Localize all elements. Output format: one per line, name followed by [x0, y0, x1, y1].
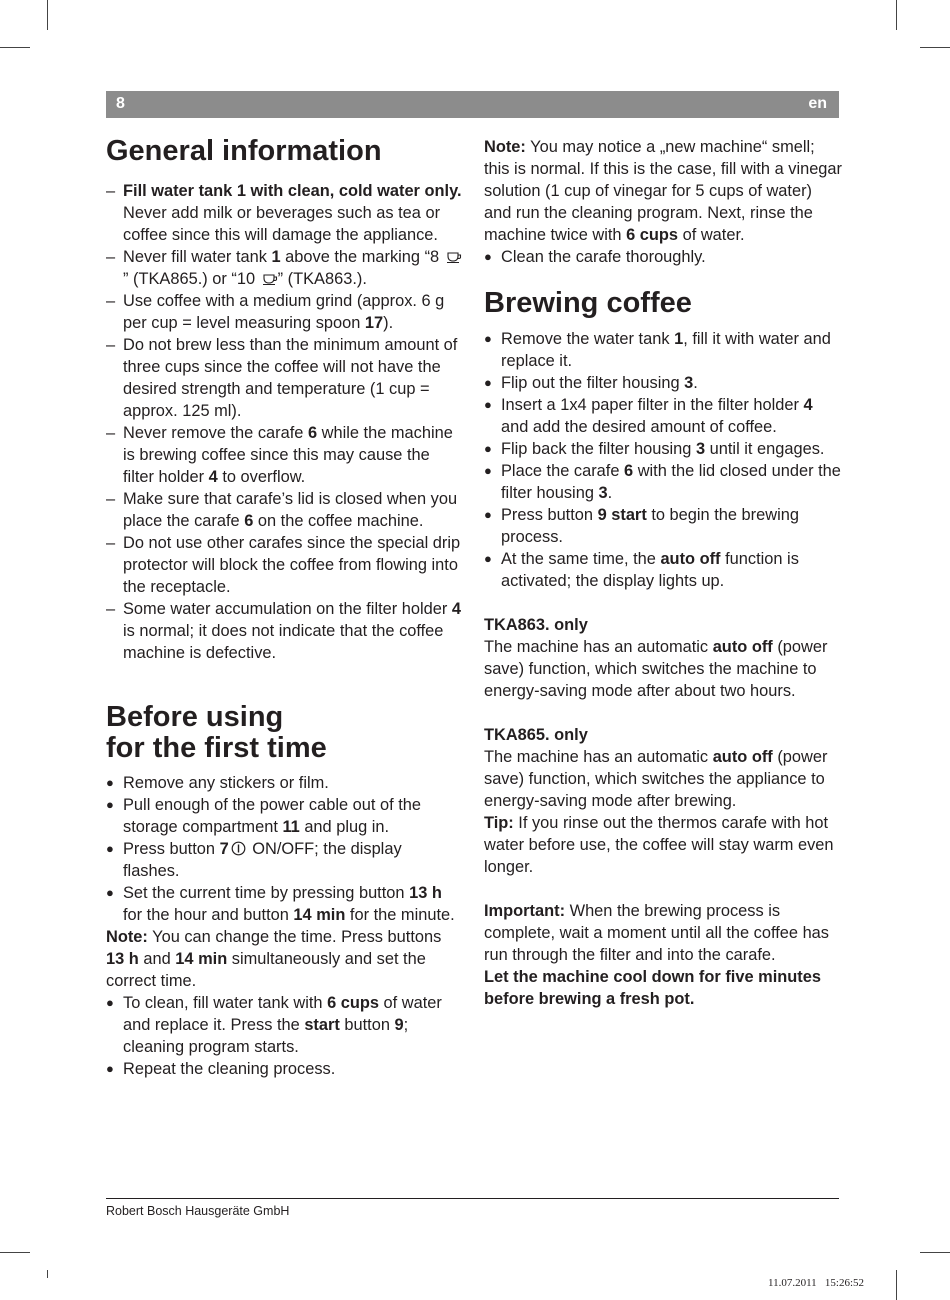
bold-text: auto off: [712, 748, 773, 766]
note-label: Note:: [106, 928, 148, 946]
bold-text: Fill water tank 1 with clean, cold water only.: [123, 182, 462, 200]
crop-mark: [920, 47, 950, 48]
list-item: [106, 772, 462, 794]
text: and: [138, 950, 176, 968]
bold-text: 9: [394, 1016, 404, 1034]
text: Flip back the filter housing: [501, 440, 696, 458]
bold-text: auto off: [660, 550, 721, 568]
crop-mark: [0, 1252, 30, 1253]
text: Do not brew less than the minimum amount of three cups since the coffee will not have the desired strength and temperature (1 cup = approx. 125 ml).: [123, 336, 458, 420]
crop-mark: [896, 0, 897, 30]
text: ; cleaning program starts.: [123, 1016, 409, 1056]
text: Never fill water tank: [123, 248, 272, 266]
bold-text: TKA865. only: [484, 726, 588, 744]
time-note: [106, 926, 462, 992]
text: until it engages.: [705, 440, 825, 458]
text: Do not use other carafes since the special drip protector will block the coffee from flowing into the receptacle.: [123, 534, 461, 596]
list-item: [106, 794, 462, 838]
list-item: [106, 1058, 462, 1080]
bold-text: 1: [674, 330, 684, 348]
text: Make sure that carafe’s lid is closed when you place the carafe: [123, 490, 458, 530]
text: To clean, fill water tank with: [123, 994, 328, 1012]
text: Remove any stickers or film.: [123, 774, 329, 792]
brewing-list: [484, 328, 842, 592]
tka863-text: [484, 636, 842, 702]
text: (power save) function, which switches the appliance to energy-saving mode after brewing.: [484, 748, 828, 810]
list-item: [484, 328, 842, 372]
right-column: [484, 136, 842, 1010]
text: to overflow.: [217, 468, 306, 486]
page-number: 8: [116, 95, 125, 112]
bold-text: 7: [219, 840, 229, 858]
text: Insert a 1x4 paper filter in the filter holder: [501, 396, 804, 414]
cool-down-warning: [484, 966, 842, 1010]
brewing-coffee-heading: Brewing coffee: [484, 287, 692, 319]
text: Use coffee with a medium grind (approx. 6 g per cup = level measuring spoon: [123, 292, 445, 332]
list-item: [106, 598, 462, 664]
bold-text: 4: [451, 600, 462, 618]
bold-text: start: [304, 1016, 340, 1034]
text: above the marking “8: [280, 248, 444, 266]
carafe-list: [484, 246, 842, 268]
text: ).: [383, 314, 394, 332]
heading-line: for the first time: [106, 732, 327, 764]
page-header-bar: [106, 91, 839, 118]
text: Set the current time by pressing button: [123, 884, 410, 902]
tka865-text: [484, 746, 842, 812]
list-item: [484, 460, 842, 504]
text: and plug in.: [299, 818, 390, 836]
list-item: [484, 372, 842, 394]
text: When the brewing process is complete, wait a moment until all the coffee has run through the filter and into the carafe.: [484, 902, 829, 964]
bold-text: 3: [695, 440, 706, 458]
list-item: [106, 882, 462, 926]
text: on the coffee machine.: [253, 512, 424, 530]
text: for the hour and button: [123, 906, 294, 924]
text: to begin the brewing process.: [501, 506, 799, 546]
text: Never remove the carafe: [123, 424, 308, 442]
text: of water.: [678, 226, 745, 244]
text: while the machine is brewing coffee since this may cause the filter holder: [123, 424, 453, 486]
text: Flip out the filter housing: [501, 374, 685, 392]
text: Pull enough of the power cable out of the storage compartment: [123, 796, 421, 836]
text: Place the carafe: [501, 462, 625, 480]
crop-mark: [47, 1270, 48, 1278]
text: ” (TKA863.).: [277, 270, 367, 288]
list-item: [106, 180, 462, 246]
text: .: [693, 374, 698, 392]
text: ON/OFF; the display flashes.: [123, 840, 402, 880]
footer-rule: [106, 1198, 839, 1199]
text: Remove the water tank: [501, 330, 675, 348]
bold-text: 6: [244, 512, 254, 530]
list-item: [106, 246, 462, 290]
tip-label: Tip:: [484, 814, 514, 832]
bold-text: 3: [684, 374, 694, 392]
list-item: [484, 394, 842, 438]
bold-text: 13 h: [106, 950, 139, 968]
text: function is activated; the display lights up.: [501, 550, 799, 590]
list-item: [106, 532, 462, 598]
list-item: [106, 838, 462, 882]
bold-text: 14 min: [175, 950, 228, 968]
bold-text: 11: [282, 818, 300, 836]
bold-text: Let the machine cool down for five minutes before brewing a fresh pot.: [484, 968, 821, 1008]
text: The machine has an automatic: [484, 638, 713, 656]
text: simultaneously and set the correct time.: [106, 950, 426, 990]
list-item: [106, 488, 462, 532]
important-label: Important:: [484, 902, 566, 920]
crop-mark: [896, 1270, 897, 1300]
bold-text: 1: [271, 248, 281, 266]
bold-text: 6 cups: [327, 994, 379, 1012]
important-text: [484, 900, 842, 966]
heading-line: Before using: [106, 701, 284, 733]
text: for the minute.: [345, 906, 455, 924]
before-first-use-list: [106, 772, 462, 926]
list-item: [106, 290, 462, 334]
power-icon: [231, 841, 246, 856]
bold-text: 6: [307, 424, 318, 442]
cleaning-list: [106, 992, 462, 1080]
text: .: [607, 484, 613, 502]
bold-text: TKA863. only: [484, 616, 588, 634]
bold-text: 14 min: [293, 906, 346, 924]
tka865-heading: [484, 724, 842, 746]
cup-icon: [447, 251, 462, 263]
text: , fill it with water and replace it.: [501, 330, 831, 370]
text: Some water accumulation on the filter holder: [123, 600, 452, 618]
general-information-heading: General information: [106, 135, 382, 167]
list-item: [484, 504, 842, 548]
bold-text: 17: [364, 314, 384, 332]
list-item: [484, 438, 842, 460]
text: is normal; it does not indicate that the coffee machine is defective.: [123, 622, 444, 662]
text: and add the desired amount of coffee.: [501, 418, 777, 436]
general-information-list: [106, 180, 462, 664]
list-item: [106, 334, 462, 422]
text: ” (TKA865.) or “10: [123, 270, 260, 288]
text: Press button: [123, 840, 220, 858]
cup-icon: [263, 273, 278, 285]
text: You can change the time. Press buttons: [147, 928, 442, 946]
language-code: en: [808, 95, 827, 112]
list-item: [106, 992, 462, 1058]
bold-text: 9 start: [597, 506, 647, 524]
bold-text: 3: [598, 484, 608, 502]
tip-text: [484, 812, 842, 878]
text: Repeat the cleaning process.: [123, 1060, 336, 1078]
bold-text: 4: [208, 468, 218, 486]
print-timestamp: 11.07.2011 15:26:52: [768, 1277, 865, 1289]
bold-text: 6: [624, 462, 634, 480]
text: Press button: [501, 506, 598, 524]
text: At the same time, the: [501, 550, 661, 568]
bold-text: 13 h: [409, 884, 442, 902]
text: The machine has an automatic: [484, 748, 713, 766]
bold-text: 4: [803, 396, 813, 414]
crop-mark: [920, 1252, 950, 1253]
text: (power save) function, which switches the machine to energy-saving mode after about two hours.: [484, 638, 828, 700]
text: with the lid closed under the filter housing: [501, 462, 841, 502]
list-item: [106, 422, 462, 488]
bold-text: 6 cups: [626, 226, 679, 244]
text: Never add milk or beverages such as tea or coffee since this will damage the appliance.: [123, 204, 441, 244]
crop-mark: [0, 47, 30, 48]
crop-mark: [47, 0, 48, 30]
bold-text: auto off: [712, 638, 773, 656]
text: of water and replace it. Press the: [123, 994, 442, 1034]
list-item: [484, 246, 842, 268]
before-first-use-heading: [106, 702, 462, 764]
text: Clean the carafe thoroughly.: [501, 248, 706, 266]
text: You may notice a „new machine“ smell; this is normal. If this is the case, fill with a vinegar solution (1 cup of vinegar for 5 cups of water) and run the cleaning program. Next, rinse the machine twice with: [484, 138, 843, 244]
list-item: [484, 548, 842, 592]
note-label: Note:: [484, 138, 526, 156]
left-column: [106, 136, 462, 1080]
text: button: [339, 1016, 395, 1034]
new-machine-note: [484, 136, 842, 246]
footer-company: Robert Bosch Hausgeräte GmbH: [106, 1204, 290, 1218]
text: If you rinse out the thermos carafe with hot water before use, the coffee will stay warm even longer.: [484, 814, 834, 876]
tka863-heading: [484, 614, 842, 636]
